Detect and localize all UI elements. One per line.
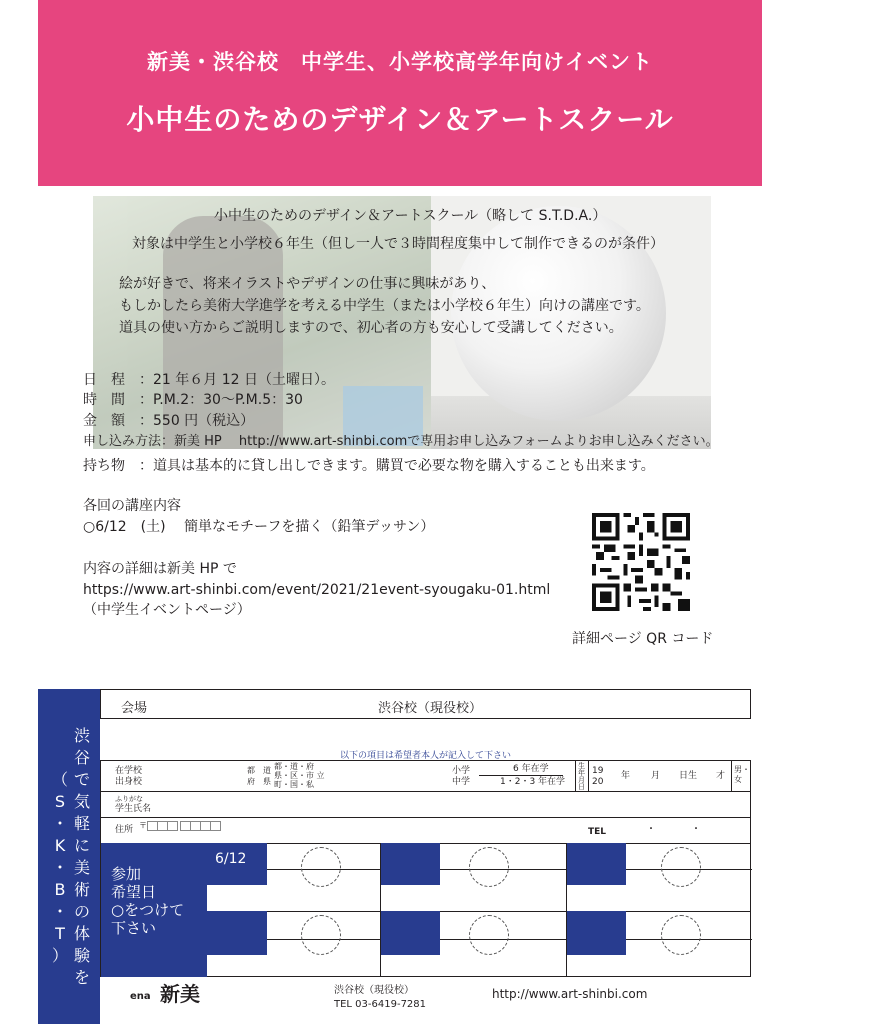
banner-subtitle: 新美・渋谷校 中学生、小学校高学年向けイベント: [147, 50, 653, 74]
postal-mark: 〒: [139, 821, 147, 830]
attendance-circle[interactable]: [469, 847, 509, 887]
intro-line-2: 対象は中学生と小学校６年生（但し一人で３時間程度集中して制作できるのが条件）: [132, 236, 664, 252]
date-cell-1: [207, 843, 267, 885]
intro-line-1: 小中生のためのデザイン＆アートスクール（略して S.T.D.A.）: [214, 208, 607, 224]
side-banner: [38, 689, 100, 1024]
attendance-circle[interactable]: [469, 915, 509, 955]
venue-value: 渋谷校（現役校）: [378, 701, 483, 716]
year-label: 年: [621, 771, 631, 781]
grade-jh-label: 1・2・3 年在学: [500, 777, 566, 787]
footer-url[interactable]: http://www.art-shinbi.com: [492, 987, 648, 1001]
detail-belongings: 持ち物 ：道具は基本的に貸し出しできます。購買で必要な物を購入することも出来ます。: [83, 458, 655, 474]
pref-label-2: 府 県: [247, 777, 271, 786]
date-cell-3: [380, 843, 440, 885]
side-banner-col-2: （ S ・ K ・ B ・ T ）: [51, 770, 68, 965]
pref-label-1: 都 道: [247, 766, 271, 775]
school-name-field[interactable]: [326, 763, 446, 789]
ena-logo-small: ena: [130, 991, 151, 1002]
gender-label: 男・女: [734, 765, 750, 784]
student-name-label: 学生氏名: [115, 804, 152, 814]
postal-code-field[interactable]: [139, 820, 220, 831]
qr-code[interactable]: [592, 513, 690, 611]
city-label-1: 都・道・府: [274, 762, 314, 771]
venue-label: 会場: [121, 701, 148, 716]
date-label-1: 6/12: [215, 851, 247, 867]
student-name-field[interactable]: [171, 793, 731, 815]
era-20: 20: [592, 777, 604, 787]
header-banner: [38, 0, 762, 186]
date-cell-5: [566, 843, 626, 885]
elementary-label: 小学: [452, 766, 471, 776]
city-label-3: 町・国・私: [274, 780, 314, 789]
day-label: 日生: [679, 771, 698, 781]
tel-separator-1: ・: [646, 824, 656, 835]
schedule-item: ○6/12 (土) 簡単なモチーフを描く（鉛筆デッサン）: [83, 519, 435, 535]
school-label: 在学校: [115, 766, 143, 776]
date-cell-2: [207, 911, 267, 955]
detail-time: 時 間 ：P.M.2：30〜P.M.5：30: [83, 392, 303, 408]
intro-body-2: もしかしたら美術大学進学を考える中学生（または小学校６年生）向けの講座です。: [119, 298, 650, 314]
tel-separator-2: ・: [691, 824, 701, 835]
footer-school: 渋谷校（現役校）: [334, 985, 414, 996]
city-label-2: 県・区・市 立: [274, 771, 325, 780]
attendance-circle[interactable]: [301, 847, 341, 887]
intro-body-3: 道具の使い方からご説明しますので、初心者の方も安心して受講してください。: [119, 320, 623, 336]
schedule-heading: 各回の講座内容: [83, 498, 181, 514]
date-cell-6: [566, 911, 626, 955]
participation-instructions: 参加 希望日 ○をつけて 下さい: [111, 865, 185, 937]
birthdate-label: 生年月日: [578, 762, 585, 791]
detail-price: 金 額 ：550 円（税込）: [83, 413, 255, 429]
era-19: 19: [592, 766, 604, 776]
detail-apply: 申し込み方法：新美 HP http://www.art-shinbi.comで専用お申し込みフォームよりお申し込みください。: [83, 434, 719, 449]
attendance-circle[interactable]: [301, 915, 341, 955]
event-page-note: （中学生イベントページ）: [83, 602, 251, 618]
side-banner-col-1: 渋 谷 で 気 軽 に 美 術 の 体 験 を: [73, 726, 90, 987]
more-info-text: 内容の詳細は新美 HP で: [83, 561, 237, 577]
detail-date: 日 程 ：21 年６月 12 日（土曜日）。: [83, 372, 335, 388]
venue-row: [100, 689, 751, 719]
grade-6-label: 6 年在学: [513, 764, 549, 774]
tel-label: TEL: [588, 827, 607, 837]
month-label: 月: [651, 771, 661, 781]
furigana-label: ふりがな: [115, 795, 143, 803]
event-page-link[interactable]: https://www.art-shinbi.com/event/2021/21event-syougaku-01.html: [83, 582, 551, 598]
form-instruction: 以下の項目は希望者本人が記入して下さい: [340, 751, 512, 761]
footer-tel: TEL 03-6419-7281: [334, 999, 427, 1010]
shinbi-logo: 新美: [160, 982, 200, 1006]
banner-title: 小中生のためのデザイン＆アートスクール: [126, 103, 674, 136]
intro-body-1: 絵が好きで、将来イラストやデザインの仕事に興味があり、: [119, 276, 496, 292]
junior-high-label: 中学: [452, 777, 471, 787]
qr-caption: 詳細ページ QR コード: [572, 631, 714, 647]
address-label: 住所: [115, 825, 134, 835]
former-school-label: 出身校: [115, 777, 143, 787]
registration-form: [100, 760, 751, 977]
date-cell-4: [380, 911, 440, 955]
age-label: 才: [716, 771, 726, 781]
attendance-circle[interactable]: [661, 915, 701, 955]
attendance-circle[interactable]: [661, 847, 701, 887]
